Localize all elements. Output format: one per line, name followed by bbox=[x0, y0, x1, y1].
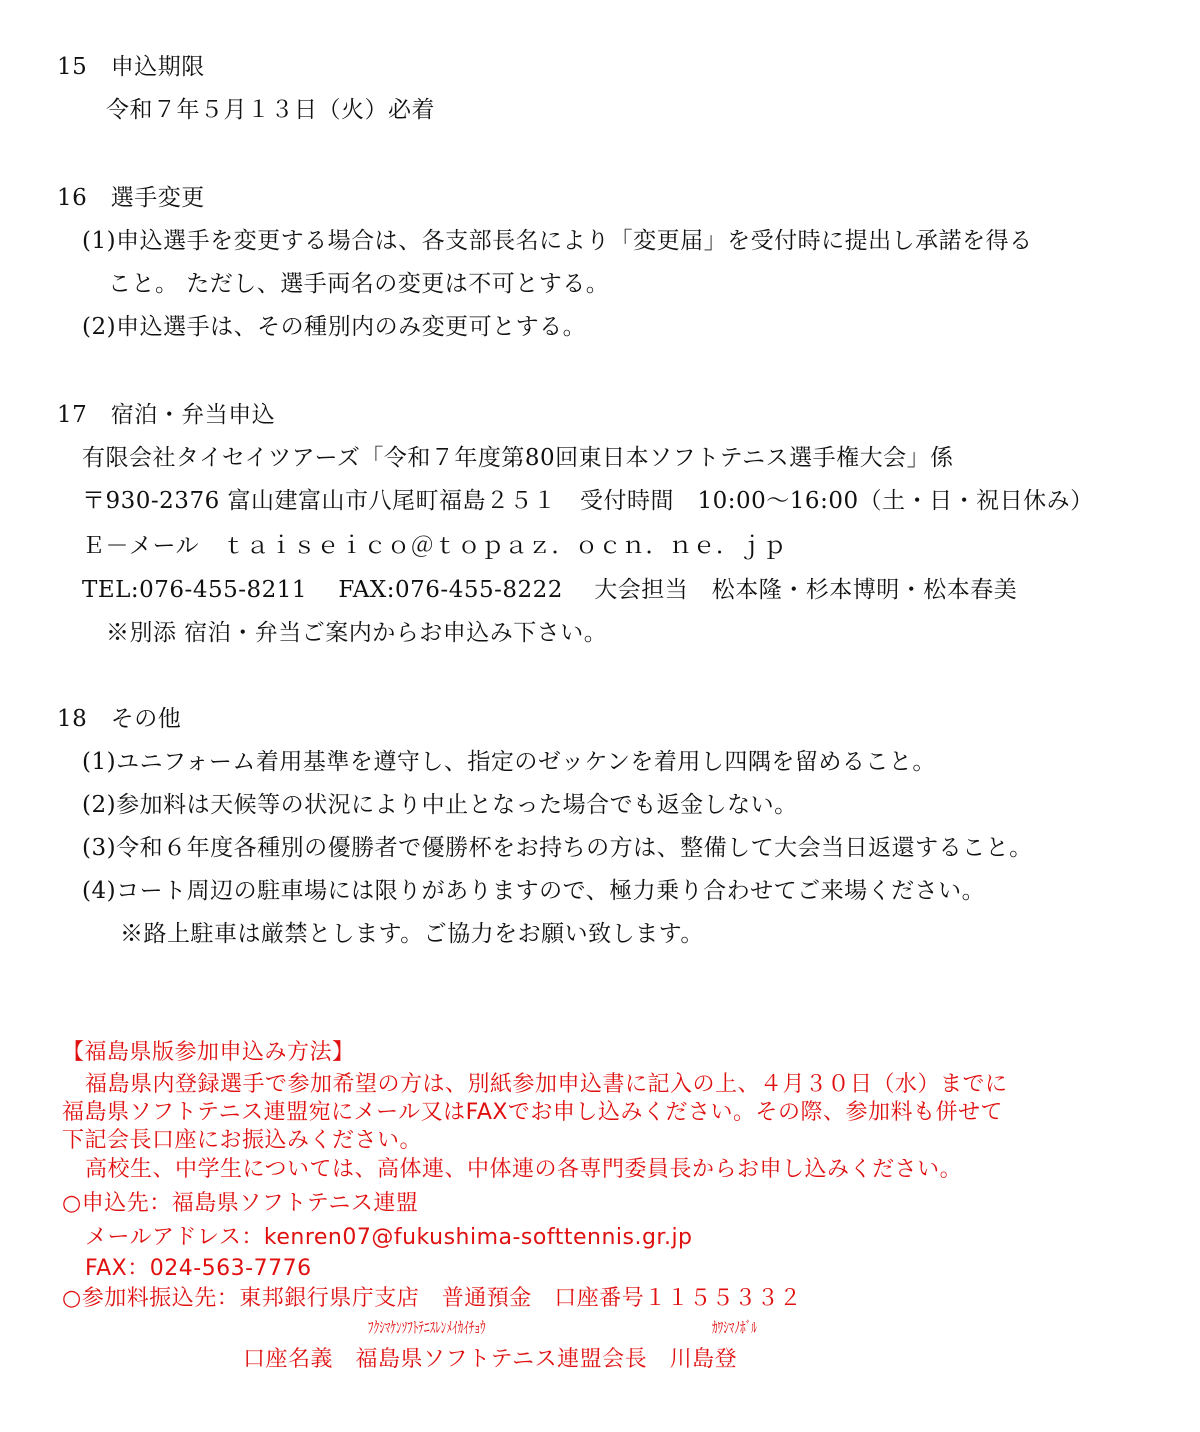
player-change-item-1: (1)申込選手を変更する場合は、各支部長名により「変更届」を受付時に提出し承諾を得る bbox=[82, 228, 1033, 254]
agency-note: ※別添 宿泊・弁当ご案内からお申込み下さい。 bbox=[106, 620, 608, 646]
travel-agency: 有限会社タイセイツアーズ「令和７年度第80回東日本ソフトテニス選手権大会」係 bbox=[82, 445, 954, 471]
other-item-1: (1)ユニフォーム着用基準を遵守し、指定のゼッケンを着用し四隅を留めること。 bbox=[82, 749, 936, 775]
fukushima-paragraph-1-line-1: 福島県内登録選手で参加希望の方は、別紙参加申込書に記入の上、４月３０日（水）までに bbox=[85, 1072, 1008, 1097]
player-change-item-1-cont: こと。 ただし、選手両名の変更は不可とする。 bbox=[108, 271, 610, 297]
fukushima-paragraph-2: 高校生、中学生については、高体連、中体連の各専門委員長からお申し込みください。 bbox=[85, 1157, 963, 1182]
application-fax: FAX：024-563-7776 bbox=[85, 1256, 312, 1281]
application-email: メールアドレス：kenren07@fukushima-softtennis.gr.jp bbox=[85, 1225, 693, 1250]
account-holder: 口座名義 福島県ソフトテニス連盟会長 川島登 bbox=[243, 1347, 738, 1372]
section-16-heading: 16 選手変更 bbox=[57, 185, 205, 211]
account-name-kana: ﾌｸｼﾏｹﾝｿﾌﾄﾃﾆｽﾚﾝﾒｲｶｲﾁｮｳ bbox=[368, 1318, 486, 1337]
fukushima-title: 【福島県版参加申込み方法】 bbox=[62, 1040, 355, 1065]
section-15-heading: 15 申込期限 bbox=[57, 54, 205, 80]
bank-transfer-info: ○参加料振込先：東邦銀行県庁支店 普通預金 口座番号１１５５３３２ bbox=[62, 1286, 802, 1311]
account-person-kana: ｶﾜｼﾏﾉﾎﾞﾙ bbox=[712, 1318, 757, 1337]
parking-note: ※路上駐車は厳禁とします。ご協力をお願い致します。 bbox=[120, 921, 704, 947]
other-item-3: (3)令和６年度各種別の優勝者で優勝杯をお持ちの方は、整備して大会当日返還すること。 bbox=[82, 835, 1033, 861]
section-17-heading: 17 宿泊・弁当申込 bbox=[57, 402, 276, 428]
deadline-date: 令和７年５月１３日（火）必着 bbox=[106, 97, 435, 123]
fukushima-paragraph-1-line-3: 下記会長口座にお振込みください。 bbox=[62, 1128, 423, 1153]
agency-contact: TEL:076-455-8211 FAX:076-455-8222 大会担当 松本隆・杉本博明・松本春美 bbox=[82, 577, 1018, 603]
player-change-item-2: (2)申込選手は、その種別内のみ変更可とする。 bbox=[82, 314, 587, 340]
application-destination: ○申込先：福島県ソフトテニス連盟 bbox=[62, 1191, 419, 1216]
agency-email: Ｅ－メール ｔａｉｓｅｉｃｏ＠ｔｏｐａｚ．ｏｃｎ．ｎｅ．ｊｐ bbox=[82, 533, 787, 559]
other-item-2: (2)参加料は天候等の状況により中止となった場合でも返金しない。 bbox=[82, 792, 798, 818]
fukushima-paragraph-1-line-2: 福島県ソフトテニス連盟宛にメール又はFAXでお申し込みください。その際、参加料も併せて bbox=[62, 1100, 1003, 1125]
agency-address: 〒930-2376 富山建富山市八尾町福島２５１ 受付時間 10:00〜16:00（土・日・祝日休み） bbox=[82, 488, 1094, 514]
other-item-4: (4)コート周辺の駐車場には限りがありますので、極力乗り合わせてご来場ください。 bbox=[82, 878, 986, 904]
section-18-heading: 18 その他 bbox=[57, 706, 182, 732]
